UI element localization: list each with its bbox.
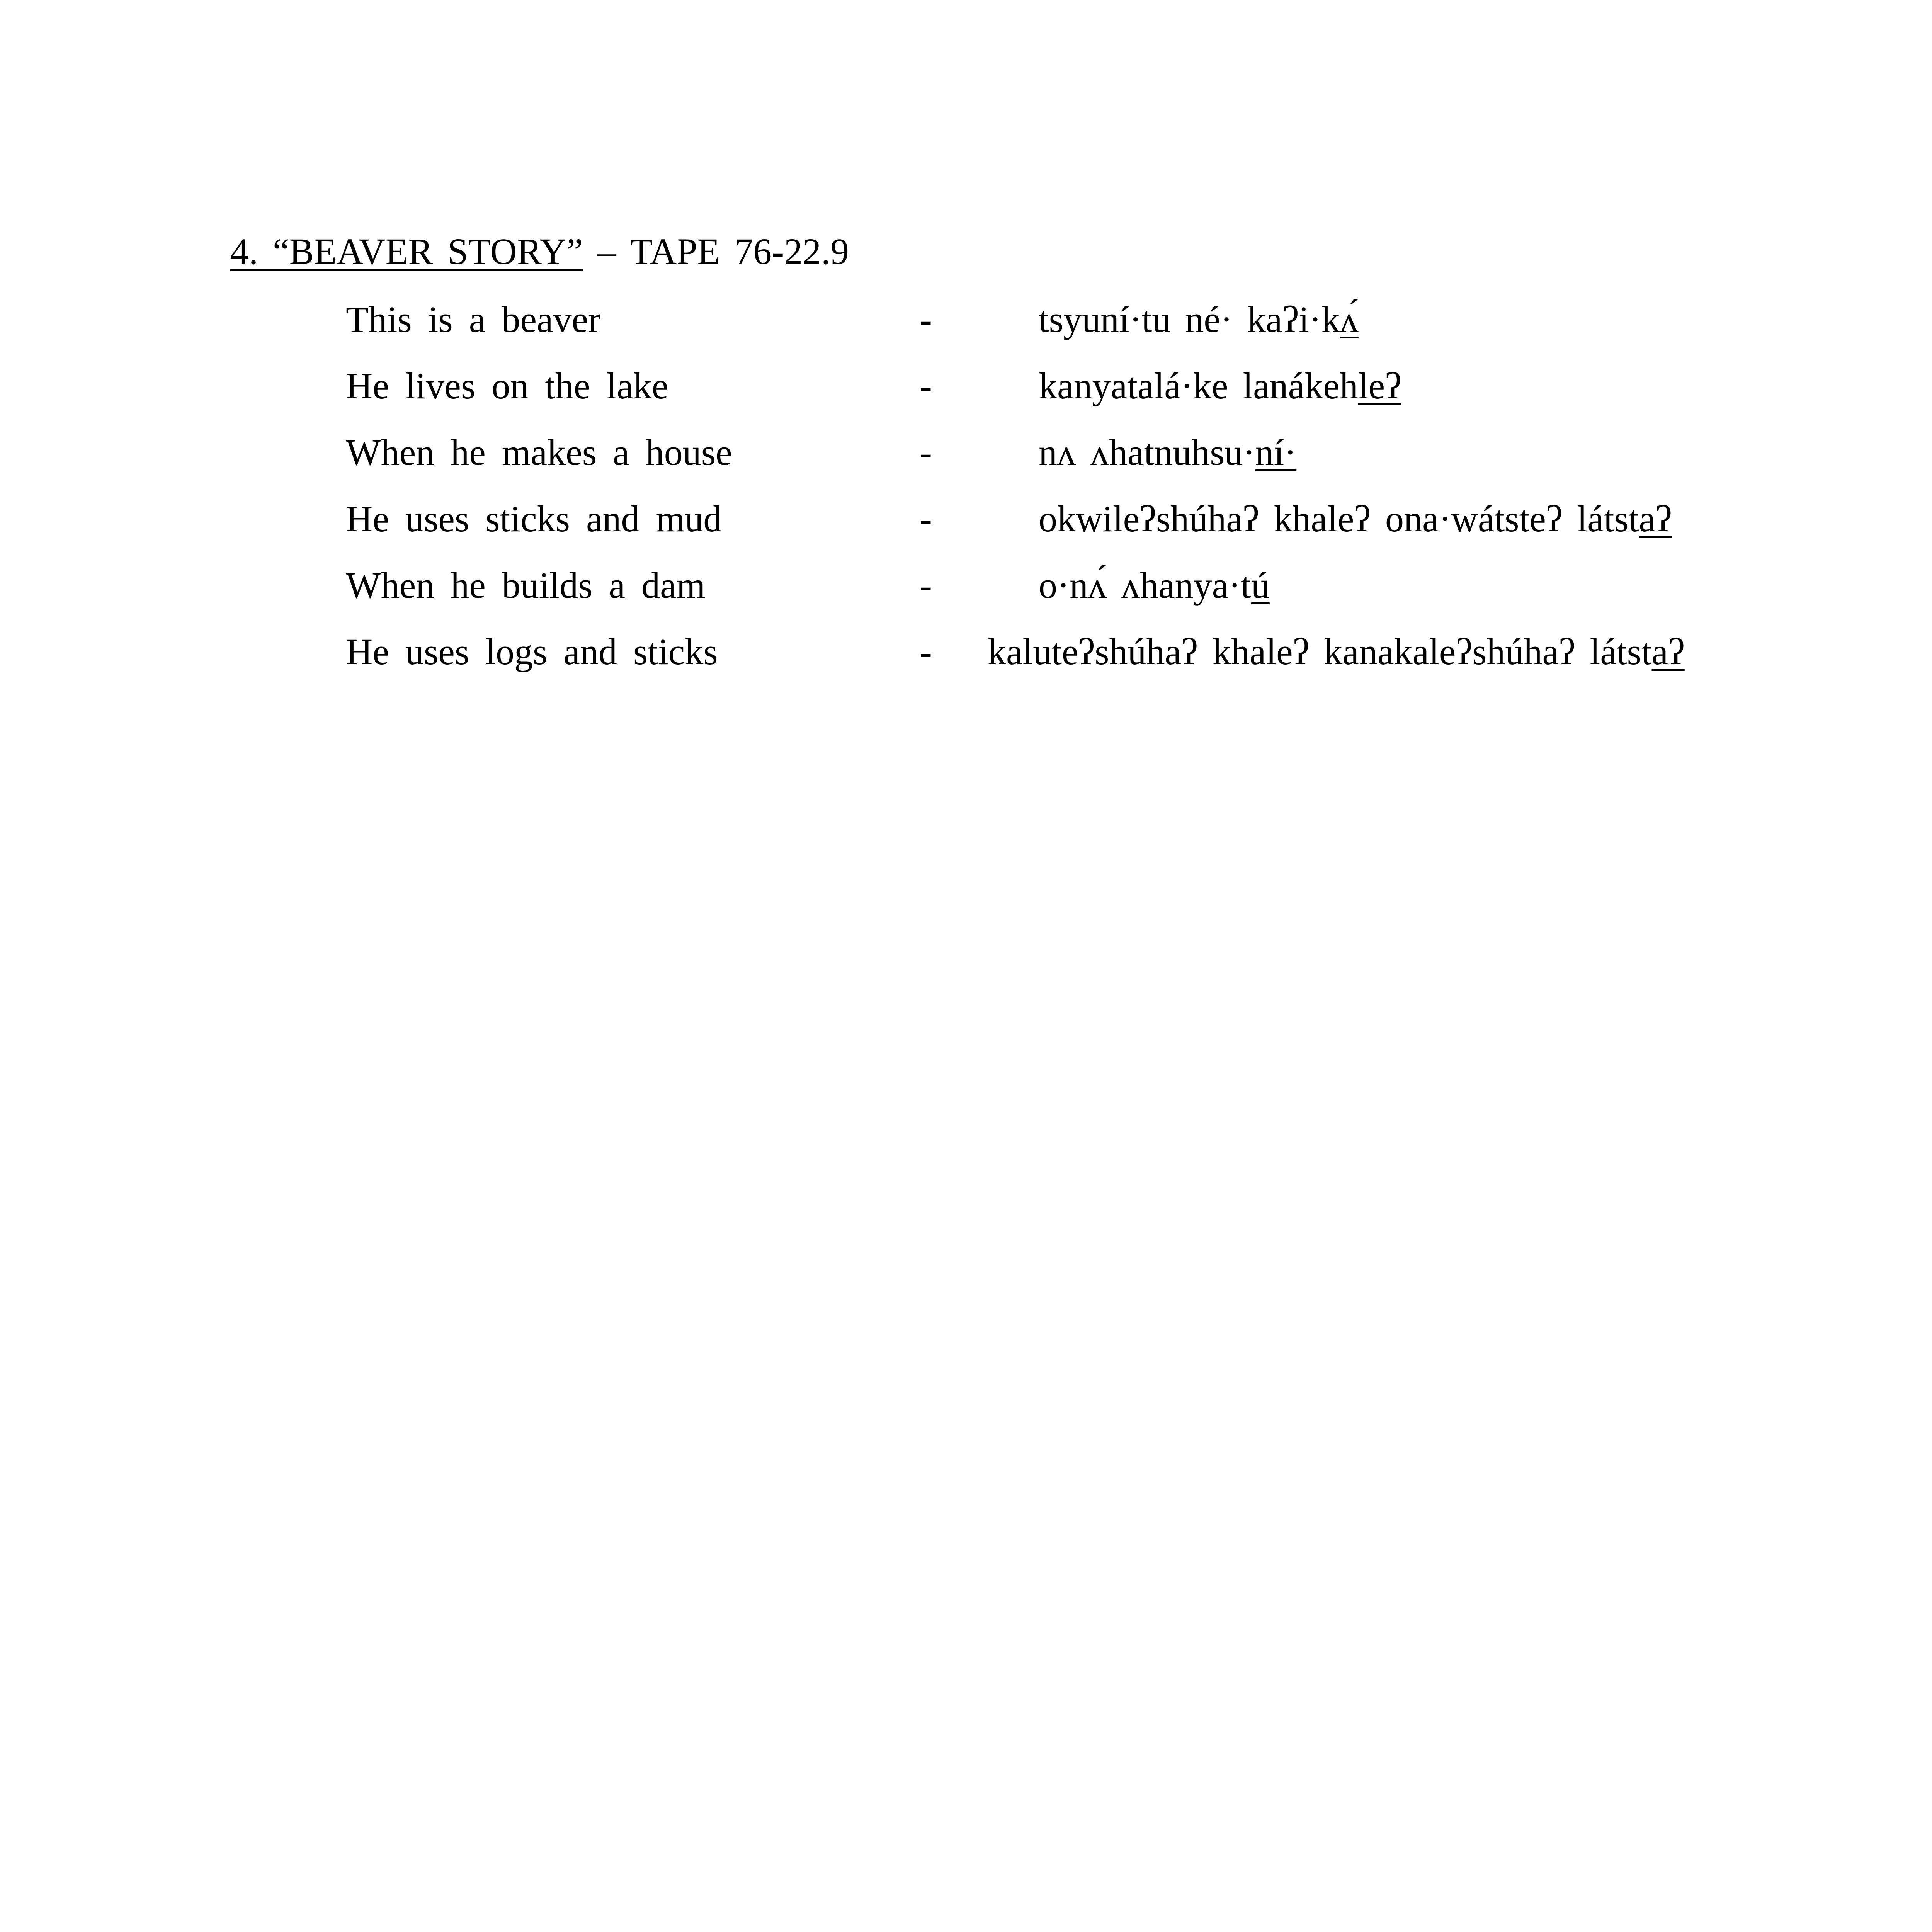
native-text: tsyuní·tu né· ka [1039, 299, 1282, 340]
translation-row-3 [0, 425, 1932, 480]
translation-row-2 [0, 359, 1932, 413]
story-title: 4. “BEAVER STORY” [230, 231, 583, 272]
translation-row-1 [0, 293, 1932, 347]
english-phrase: He lives on the lake [346, 365, 668, 406]
native-underlined: leʔ [1358, 365, 1401, 406]
native-underlined: aʔ [1639, 498, 1672, 539]
english-phrase: When he makes a house [346, 432, 732, 473]
english-phrase: When he builds a dam [346, 565, 706, 606]
heading-separator: – [597, 231, 616, 272]
row-dash: - [920, 432, 932, 473]
native-text: kanyatalá·ke lanákeh [1039, 365, 1358, 406]
native-text: okwileʔshúhaʔ khaleʔ ona·wátsteʔ látst [1039, 498, 1639, 539]
native-phrase [1039, 425, 1296, 480]
translation-row-6 [0, 625, 1932, 679]
native-phrase [1039, 492, 1672, 546]
english-phrase: He uses sticks and mud [346, 498, 722, 539]
native-text-continued: ʔi·k [1282, 299, 1340, 340]
english-phrase: This is a beaver [346, 299, 601, 340]
native-text: kaluteʔshúhaʔ khaleʔ kanakaleʔshúhaʔ látst [988, 631, 1652, 672]
tape-reference: TAPE 76-22.9 [630, 231, 849, 272]
translation-row-4 [0, 492, 1932, 546]
row-dash: - [920, 631, 932, 672]
native-underlined: ú [1251, 565, 1270, 606]
section-heading [230, 226, 849, 277]
native-phrase [1039, 293, 1359, 347]
native-text: o·nʌ́ ʌhanya·t [1039, 565, 1251, 606]
row-dash: - [920, 365, 932, 406]
native-underlined: ʌ́ [1340, 299, 1359, 340]
row-dash: - [920, 565, 932, 606]
native-phrase [1039, 359, 1401, 413]
english-phrase: He uses logs and sticks [346, 631, 718, 672]
native-underlined: aʔ [1651, 631, 1685, 672]
translation-row-5 [0, 558, 1932, 612]
native-phrase [988, 625, 1685, 679]
native-underlined: ní· [1255, 432, 1297, 473]
native-text: nʌ ʌhatnuhsu· [1039, 432, 1255, 473]
native-phrase [1039, 558, 1270, 612]
row-dash: - [920, 498, 932, 539]
row-dash: - [920, 299, 932, 340]
